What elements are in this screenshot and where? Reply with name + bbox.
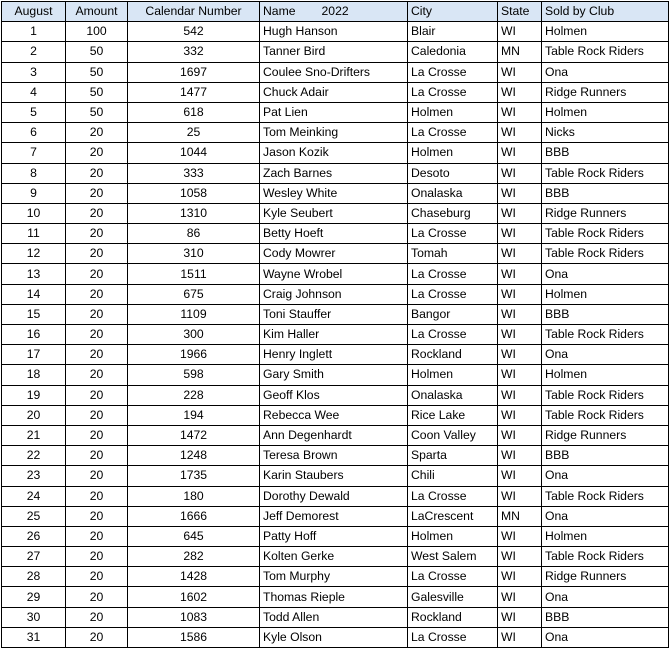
cell-state: WI: [498, 123, 542, 143]
header-august: August: [2, 2, 66, 22]
cell-amount: 20: [66, 607, 128, 627]
cell-state: WI: [498, 587, 542, 607]
cell-amount: 20: [66, 587, 128, 607]
cell-august: 7: [2, 143, 66, 163]
table-body: [2, 22, 669, 648]
cell-city: LaCrescent: [408, 506, 498, 526]
cell-calendar-number: 300: [128, 325, 260, 345]
cell-state: WI: [498, 547, 542, 567]
cell-name: Jeff Demorest: [260, 506, 408, 526]
header-city: City: [408, 2, 498, 22]
table-row: [2, 607, 669, 627]
cell-state: WI: [498, 82, 542, 102]
cell-august: 20: [2, 405, 66, 425]
cell-august: 8: [2, 163, 66, 183]
cell-city: Holmen: [408, 365, 498, 385]
table-row: [2, 466, 669, 486]
cell-state: WI: [498, 385, 542, 405]
cell-name: Coulee Sno-Drifters: [260, 62, 408, 82]
cell-state: WI: [498, 405, 542, 425]
cell-name: Kyle Seubert: [260, 203, 408, 223]
cell-sold-by-club: Ona: [542, 506, 669, 526]
cell-august: 19: [2, 385, 66, 405]
cell-amount: 20: [66, 627, 128, 647]
cell-calendar-number: 1248: [128, 446, 260, 466]
cell-sold-by-club: Nicks: [542, 123, 669, 143]
cell-calendar-number: 1586: [128, 627, 260, 647]
cell-city: Rice Lake: [408, 405, 498, 425]
cell-sold-by-club: Table Rock Riders: [542, 405, 669, 425]
table-row: [2, 325, 669, 345]
cell-amount: 20: [66, 284, 128, 304]
cell-sold-by-club: Ona: [542, 62, 669, 82]
cell-name: Craig Johnson: [260, 284, 408, 304]
cell-state: WI: [498, 183, 542, 203]
cell-state: WI: [498, 466, 542, 486]
cell-amount: 50: [66, 82, 128, 102]
table-row: [2, 506, 669, 526]
cell-state: WI: [498, 304, 542, 324]
cell-amount: 20: [66, 163, 128, 183]
cell-state: WI: [498, 163, 542, 183]
table-row: [2, 163, 669, 183]
cell-august: 11: [2, 224, 66, 244]
cell-name: Tom Murphy: [260, 567, 408, 587]
cell-name: Pat Lien: [260, 102, 408, 122]
cell-city: Holmen: [408, 526, 498, 546]
cell-calendar-number: 598: [128, 365, 260, 385]
cell-name: Gary Smith: [260, 365, 408, 385]
cell-city: La Crosse: [408, 627, 498, 647]
table-row: [2, 365, 669, 385]
cell-amount: 20: [66, 325, 128, 345]
cell-sold-by-club: Ridge Runners: [542, 425, 669, 445]
table-row: [2, 304, 669, 324]
cell-august: 14: [2, 284, 66, 304]
cell-calendar-number: 1735: [128, 466, 260, 486]
cell-calendar-number: 1602: [128, 587, 260, 607]
cell-sold-by-club: Table Rock Riders: [542, 385, 669, 405]
cell-state: MN: [498, 506, 542, 526]
cell-state: WI: [498, 62, 542, 82]
cell-city: La Crosse: [408, 82, 498, 102]
cell-city: Chili: [408, 466, 498, 486]
cell-august: 2: [2, 42, 66, 62]
cell-name: Patty Hoff: [260, 526, 408, 546]
cell-name: Kim Haller: [260, 325, 408, 345]
cell-name: Chuck Adair: [260, 82, 408, 102]
cell-august: 27: [2, 547, 66, 567]
cell-sold-by-club: Ridge Runners: [542, 82, 669, 102]
cell-calendar-number: 1109: [128, 304, 260, 324]
cell-state: WI: [498, 244, 542, 264]
table-header: [2, 2, 669, 22]
cell-calendar-number: 1477: [128, 82, 260, 102]
cell-name: Cody Mowrer: [260, 244, 408, 264]
cell-amount: 20: [66, 203, 128, 223]
table-row: [2, 486, 669, 506]
cell-city: La Crosse: [408, 486, 498, 506]
cell-amount: 20: [66, 385, 128, 405]
header-name-label: Name: [263, 4, 296, 19]
cell-city: La Crosse: [408, 123, 498, 143]
cell-state: WI: [498, 264, 542, 284]
cell-state: WI: [498, 526, 542, 546]
cell-state: WI: [498, 325, 542, 345]
header-state: State: [498, 2, 542, 22]
cell-name: Toni Stauffer: [260, 304, 408, 324]
cell-amount: 50: [66, 102, 128, 122]
cell-sold-by-club: BBB: [542, 143, 669, 163]
cell-name: Tanner Bird: [260, 42, 408, 62]
cell-calendar-number: 282: [128, 547, 260, 567]
cell-calendar-number: 1966: [128, 345, 260, 365]
cell-city: Galesville: [408, 587, 498, 607]
cell-city: La Crosse: [408, 62, 498, 82]
cell-state: WI: [498, 102, 542, 122]
cell-state: WI: [498, 345, 542, 365]
cell-name: Geoff Klos: [260, 385, 408, 405]
table-row: [2, 224, 669, 244]
cell-sold-by-club: BBB: [542, 446, 669, 466]
cell-august: 13: [2, 264, 66, 284]
cell-state: WI: [498, 486, 542, 506]
cell-august: 23: [2, 466, 66, 486]
cell-sold-by-club: BBB: [542, 607, 669, 627]
table-row: [2, 123, 669, 143]
header-row: [2, 2, 669, 22]
cell-calendar-number: 675: [128, 284, 260, 304]
cell-august: 12: [2, 244, 66, 264]
cell-name: Thomas Rieple: [260, 587, 408, 607]
cell-calendar-number: 1310: [128, 203, 260, 223]
cell-sold-by-club: BBB: [542, 304, 669, 324]
winners-table: [1, 1, 669, 648]
cell-sold-by-club: BBB: [542, 183, 669, 203]
cell-city: Holmen: [408, 102, 498, 122]
cell-city: Holmen: [408, 143, 498, 163]
cell-city: Desoto: [408, 163, 498, 183]
cell-august: 10: [2, 203, 66, 223]
header-sold-by-club: Sold by Club: [542, 2, 669, 22]
cell-name: Henry Inglett: [260, 345, 408, 365]
table-row: [2, 446, 669, 466]
cell-state: WI: [498, 284, 542, 304]
cell-calendar-number: 332: [128, 42, 260, 62]
cell-state: WI: [498, 627, 542, 647]
cell-calendar-number: 1058: [128, 183, 260, 203]
cell-city: Bangor: [408, 304, 498, 324]
cell-august: 25: [2, 506, 66, 526]
table-row: [2, 82, 669, 102]
cell-calendar-number: 1472: [128, 425, 260, 445]
table-row: [2, 143, 669, 163]
table-row: [2, 244, 669, 264]
cell-name: Karin Staubers: [260, 466, 408, 486]
table-row: [2, 547, 669, 567]
table-row: [2, 405, 669, 425]
cell-amount: 20: [66, 244, 128, 264]
cell-august: 26: [2, 526, 66, 546]
cell-city: La Crosse: [408, 567, 498, 587]
cell-august: 16: [2, 325, 66, 345]
cell-calendar-number: 310: [128, 244, 260, 264]
cell-state: WI: [498, 425, 542, 445]
cell-name: Jason Kozik: [260, 143, 408, 163]
cell-amount: 20: [66, 224, 128, 244]
cell-august: 18: [2, 365, 66, 385]
cell-sold-by-club: Ridge Runners: [542, 203, 669, 223]
cell-name: Teresa Brown: [260, 446, 408, 466]
cell-city: Onalaska: [408, 385, 498, 405]
cell-city: La Crosse: [408, 325, 498, 345]
header-calendar-number: Calendar Number: [128, 2, 260, 22]
cell-state: WI: [498, 567, 542, 587]
cell-name: Betty Hoeft: [260, 224, 408, 244]
cell-calendar-number: 645: [128, 526, 260, 546]
header-year: 2022: [321, 4, 349, 19]
cell-state: WI: [498, 224, 542, 244]
header-amount: Amount: [66, 2, 128, 22]
cell-calendar-number: 333: [128, 163, 260, 183]
cell-amount: 20: [66, 304, 128, 324]
table-row: [2, 42, 669, 62]
cell-name: Ann Degenhardt: [260, 425, 408, 445]
cell-name: Tom Meinking: [260, 123, 408, 143]
cell-amount: 20: [66, 466, 128, 486]
table-row: [2, 203, 669, 223]
cell-name: Rebecca Wee: [260, 405, 408, 425]
cell-name: Todd Allen: [260, 607, 408, 627]
cell-sold-by-club: Table Rock Riders: [542, 325, 669, 345]
cell-calendar-number: 25: [128, 123, 260, 143]
cell-amount: 100: [66, 22, 128, 42]
cell-amount: 20: [66, 264, 128, 284]
cell-amount: 50: [66, 62, 128, 82]
table-row: [2, 183, 669, 203]
cell-state: WI: [498, 203, 542, 223]
cell-amount: 20: [66, 526, 128, 546]
cell-state: WI: [498, 22, 542, 42]
table-row: [2, 587, 669, 607]
table-row: [2, 385, 669, 405]
cell-sold-by-club: Ridge Runners: [542, 567, 669, 587]
cell-city: Sparta: [408, 446, 498, 466]
cell-sold-by-club: Holmen: [542, 365, 669, 385]
cell-august: 30: [2, 607, 66, 627]
cell-name: Hugh Hanson: [260, 22, 408, 42]
cell-amount: 20: [66, 345, 128, 365]
table-row: [2, 567, 669, 587]
cell-city: Tomah: [408, 244, 498, 264]
cell-state: WI: [498, 143, 542, 163]
cell-state: MN: [498, 42, 542, 62]
table-row: [2, 627, 669, 647]
cell-calendar-number: 618: [128, 102, 260, 122]
cell-sold-by-club: Table Rock Riders: [542, 163, 669, 183]
cell-sold-by-club: Table Rock Riders: [542, 42, 669, 62]
table-row: [2, 284, 669, 304]
table-row: [2, 62, 669, 82]
table-row: [2, 345, 669, 365]
cell-calendar-number: 180: [128, 486, 260, 506]
cell-august: 21: [2, 425, 66, 445]
cell-name: Wayne Wrobel: [260, 264, 408, 284]
cell-august: 17: [2, 345, 66, 365]
cell-name: Dorothy Dewald: [260, 486, 408, 506]
cell-sold-by-club: Table Rock Riders: [542, 547, 669, 567]
cell-amount: 20: [66, 486, 128, 506]
cell-amount: 20: [66, 567, 128, 587]
cell-sold-by-club: Ona: [542, 264, 669, 284]
cell-sold-by-club: Holmen: [542, 22, 669, 42]
cell-august: 28: [2, 567, 66, 587]
cell-name: Wesley White: [260, 183, 408, 203]
table-row: [2, 22, 669, 42]
cell-amount: 20: [66, 506, 128, 526]
cell-amount: 20: [66, 547, 128, 567]
cell-calendar-number: 86: [128, 224, 260, 244]
cell-sold-by-club: Ona: [542, 466, 669, 486]
cell-state: WI: [498, 446, 542, 466]
cell-city: La Crosse: [408, 284, 498, 304]
cell-city: Chaseburg: [408, 203, 498, 223]
cell-august: 24: [2, 486, 66, 506]
cell-august: 4: [2, 82, 66, 102]
cell-calendar-number: 194: [128, 405, 260, 425]
cell-august: 29: [2, 587, 66, 607]
cell-city: Blair: [408, 22, 498, 42]
cell-august: 15: [2, 304, 66, 324]
cell-sold-by-club: Ona: [542, 627, 669, 647]
cell-amount: 20: [66, 143, 128, 163]
table-row: [2, 425, 669, 445]
cell-calendar-number: 1666: [128, 506, 260, 526]
cell-august: 22: [2, 446, 66, 466]
cell-city: Caledonia: [408, 42, 498, 62]
cell-calendar-number: 1697: [128, 62, 260, 82]
cell-sold-by-club: Table Rock Riders: [542, 244, 669, 264]
cell-sold-by-club: Table Rock Riders: [542, 224, 669, 244]
cell-city: Rockland: [408, 345, 498, 365]
cell-calendar-number: 1083: [128, 607, 260, 627]
header-name: [260, 2, 408, 22]
table-row: [2, 526, 669, 546]
cell-amount: 50: [66, 42, 128, 62]
cell-august: 5: [2, 102, 66, 122]
cell-sold-by-club: Holmen: [542, 284, 669, 304]
cell-august: 3: [2, 62, 66, 82]
cell-sold-by-club: Ona: [542, 587, 669, 607]
cell-sold-by-club: Table Rock Riders: [542, 486, 669, 506]
cell-sold-by-club: Holmen: [542, 526, 669, 546]
cell-city: La Crosse: [408, 264, 498, 284]
cell-name: Zach Barnes: [260, 163, 408, 183]
cell-amount: 20: [66, 446, 128, 466]
cell-calendar-number: 228: [128, 385, 260, 405]
cell-amount: 20: [66, 405, 128, 425]
cell-calendar-number: 1428: [128, 567, 260, 587]
cell-city: La Crosse: [408, 224, 498, 244]
cell-city: Coon Valley: [408, 425, 498, 445]
cell-august: 9: [2, 183, 66, 203]
cell-state: WI: [498, 365, 542, 385]
cell-august: 31: [2, 627, 66, 647]
cell-calendar-number: 542: [128, 22, 260, 42]
cell-name: Kyle Olson: [260, 627, 408, 647]
table-row: [2, 102, 669, 122]
cell-calendar-number: 1511: [128, 264, 260, 284]
cell-amount: 20: [66, 123, 128, 143]
table-row: [2, 264, 669, 284]
cell-city: West Salem: [408, 547, 498, 567]
cell-sold-by-club: Holmen: [542, 102, 669, 122]
cell-city: Onalaska: [408, 183, 498, 203]
cell-state: WI: [498, 607, 542, 627]
cell-name: Kolten Gerke: [260, 547, 408, 567]
cell-city: Rockland: [408, 607, 498, 627]
cell-august: 6: [2, 123, 66, 143]
cell-amount: 20: [66, 425, 128, 445]
cell-august: 1: [2, 22, 66, 42]
cell-sold-by-club: Ona: [542, 345, 669, 365]
cell-amount: 20: [66, 365, 128, 385]
cell-calendar-number: 1044: [128, 143, 260, 163]
cell-amount: 20: [66, 183, 128, 203]
